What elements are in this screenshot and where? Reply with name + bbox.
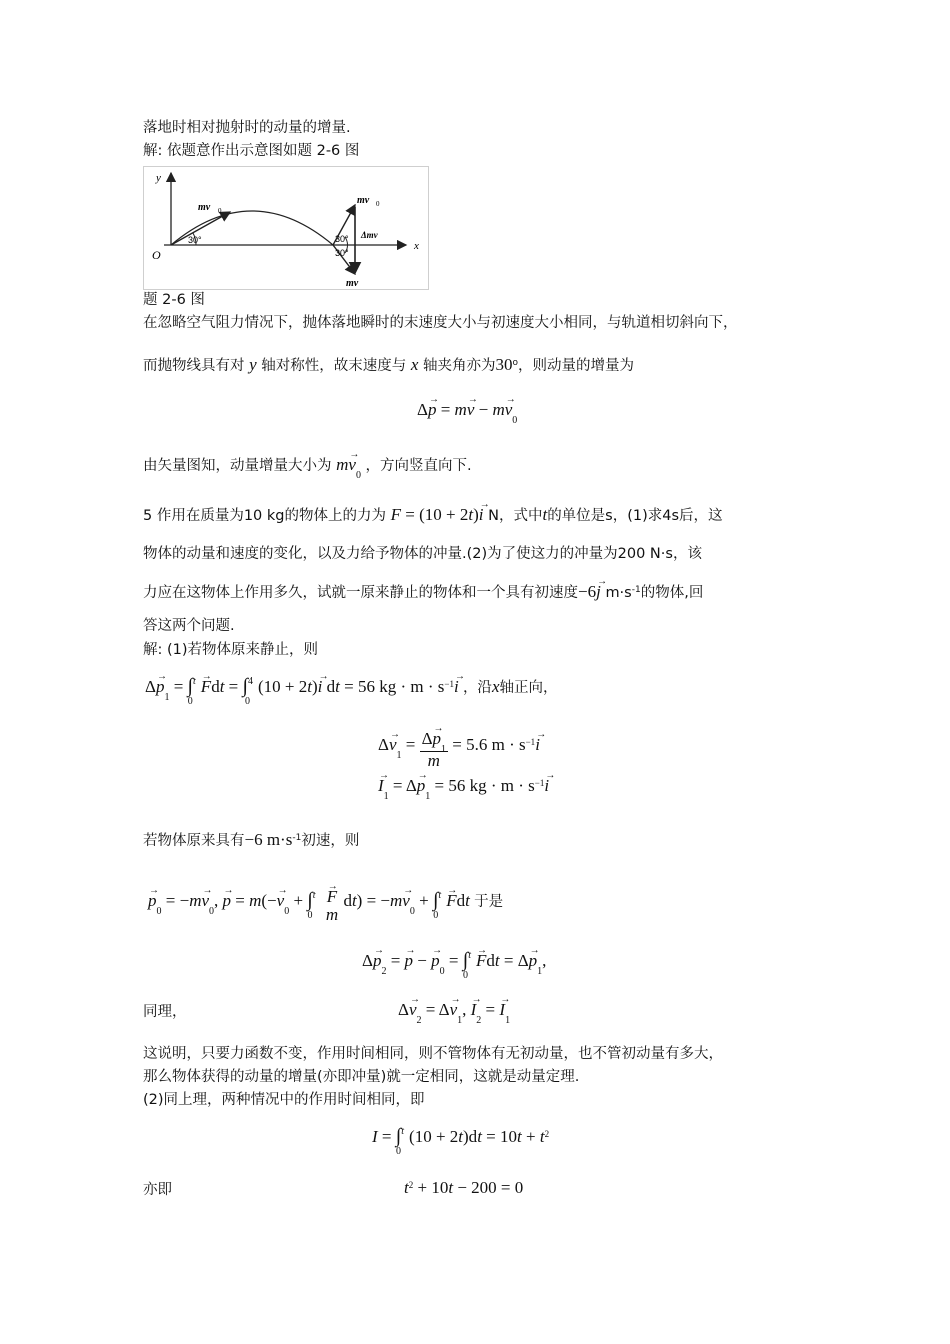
conclusion-line-1: 这说明，只要力函数不变，作用时间相同，则不管物体有无初动量，也不管初动量有多大， [143,1046,723,1062]
mv-bottom-label: mv [346,278,359,289]
problem-5-line-3 [143,582,703,605]
projectile-diagram-svg [144,167,428,289]
eq-quadratic: $t^2 + 10t - 200 = 0$ [404,1178,524,1197]
problem-5-b: N，式中 [488,508,543,524]
eq1-text-b: 轴正向， [499,680,558,696]
initial-velocity-value: −6 [578,582,597,601]
mv0-left-sub: 0 [218,207,222,215]
figure-caption: 题 2-6 图 [143,292,205,308]
case-b: 初速，则 [301,833,360,849]
mv0-left-label: mv [198,202,211,213]
case-a: 若物体原来具有 [143,833,245,849]
mv0-right-label: mv [357,195,370,206]
text-line-4c: 轴对称性，故末速度与 [261,358,407,374]
solution-intro: 解: (1)若物体原来静止，则 [143,642,319,658]
problem-5-a: 5 作用在质量为10 kg的物体上的力为 [143,508,386,524]
problem-5-e: 力应在这物体上作用多久，试就一原来静止的物体和一个具有初速度 [143,585,578,601]
eq-same: $\Delta\to v_2 = \Delta\to v_1$, → $I_2$ = → $I_1$ [398,1000,510,1023]
tongli-label: 同理， [143,1004,187,1020]
x-symbol: x [410,355,419,374]
projectile-diagram [143,166,429,290]
angle-left-label: 30° [188,235,202,245]
j-unit-vector: → j [596,582,601,602]
problem-5-f: 的物体,回 [640,585,704,601]
y-symbol: y [249,355,257,374]
eq-impulse-t: $I = \int^t_0(10 + 2t)dt = 10t + t^2$ [372,1125,550,1157]
angle-right-1: 30° [335,234,349,244]
text-line-5a: 由矢量图知，动量增量大小为 [143,458,332,474]
case-value: −6 m·s [244,830,293,849]
text-line-5b: ，方向竖直向下. [365,458,472,474]
delta-mv-label: Δmv [361,230,378,240]
text-line-4h: ，则动量的增量为 [518,358,635,374]
yiji-label: 亦即 [143,1182,172,1198]
problem-5-d: 的单位是s，(1)求4s后，这 [547,508,723,524]
force-expression: F = (10 + 2t)→ i [391,505,484,524]
eq-p0-p: → $p_0 = -m\to v_0$, → $p = m(-\to v_0 + \int^t_0$ → F m $dt) = -m\to v_0 + \int^t_0\to$ Fdt 于是 [148,884,503,920]
origin-label: O [152,248,161,262]
mv0-inline: $m\to v_0$ [336,455,361,474]
text-line-4 [143,355,634,378]
text-line-5 [143,455,472,481]
eq1-x: x [491,677,500,696]
problem-5-line-1 [143,505,723,526]
eq-delta-p1: $\Delta\to p_1 = \int^t_0\to$ Fdt = ∫$^4_0$(10 + 2t)→ i dt = 56 kg · $m \cdot s^{-1}\to i$ ，沿x轴正向， [145,676,557,700]
text-line-4a: 而抛物线具有对 [143,358,245,374]
initial-velocity-case [143,830,359,853]
angle-degree: o [512,358,519,368]
mv0-right-sub: 0 [376,200,380,208]
eq-impulse-1: → $I_1 = \Delta\to p_1 = 56$ kg · $m \cdot s^{-1}\to i$ [378,776,549,799]
conclusion-line-2: 那么物体获得的动量的增量(亦即冲量)就一定相同，这就是动量定理. [143,1069,580,1085]
unit-exp: -1 [631,585,641,595]
text-line-3: 在忽略空气阻力情况下，抛体落地瞬时的末速度大小与初速度大小相同，与轨道相切斜向下， [143,315,738,331]
eq1-text-a: ，沿 [462,680,492,696]
angle-right-2: 30° [335,248,349,258]
case-exp: -1 [292,833,302,843]
angle-value: 30 [495,355,513,374]
text-line-4e: 轴夹角亦为 [423,358,496,374]
y-axis-label: y [156,172,161,184]
text-line-1: 落地时相对抛射时的动量的增量. [143,120,351,136]
eq-delta-v1: $\Delta\to v_1$ = $\frac{\Delta\to p_1}{m}$ = 5.6 $m \cdot s^{-1}\to i$ [378,726,540,766]
unit-ms: m·s [605,585,632,601]
t-symbol: t [542,505,548,524]
conclusion-line-3: (2)同上理，两种情况中的作用时间相同，即 [143,1092,425,1108]
problem-5-line-4: 答这两个问题. [143,618,235,634]
text-line-2: 解: 依题意作出示意图如题 2-6 图 [143,143,360,159]
eq-yushi: 于是 [474,893,504,910]
x-axis-label: x [414,240,419,252]
eq-delta-p2: $\Delta\to p_2$ = → p − → $p_0 = \int^t_0\to$ Fdt = $\Delta\to p_1$, [362,950,546,974]
problem-5-line-2: 物体的动量和速度的变化，以及力给予物体的冲量.(2)为了使这力的冲量为200 N·s，该 [143,546,702,562]
eq-delta-p: $\Delta\to p = m\to v - m\to v_0$ [417,400,517,423]
